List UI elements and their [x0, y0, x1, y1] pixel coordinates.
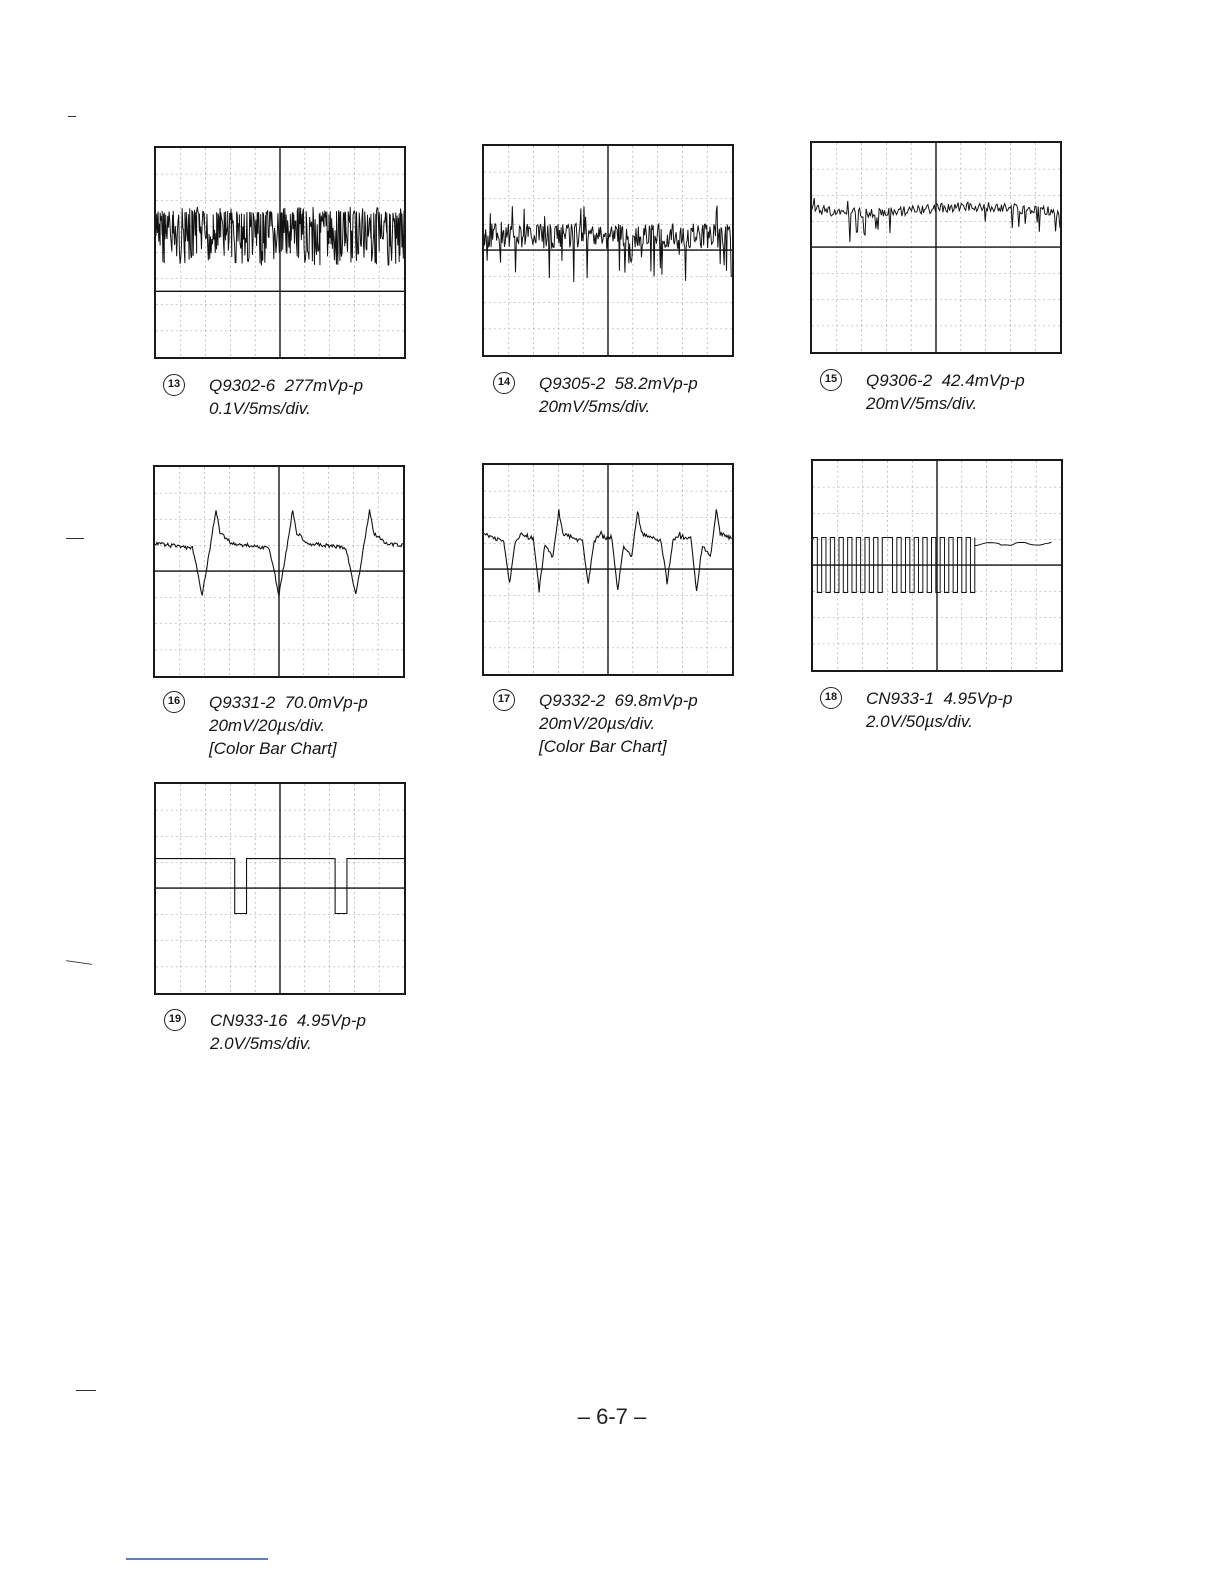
caption-line: 0.1V/5ms/div.: [209, 399, 311, 418]
caption-15: [820, 369, 1025, 415]
waveform-16: [155, 467, 403, 676]
caption-line: 2.0V/50µs/div.: [866, 712, 973, 731]
oscilloscope-screen-16: [153, 465, 405, 678]
circled-number-14: 14: [493, 372, 515, 394]
oscilloscope-screen-18: [811, 459, 1063, 672]
caption-17: [493, 689, 698, 758]
waveform-13: [156, 148, 404, 357]
scan-mark: [66, 960, 92, 965]
waveform-15: [812, 143, 1060, 352]
caption-line: Q9306-2 42.4mVp-p: [866, 371, 1025, 390]
circled-number-13: 13: [163, 374, 185, 396]
oscilloscope-screen-19: [154, 782, 406, 995]
waveform-14: [484, 146, 732, 355]
caption-line: CN933-1 4.95Vp-p: [866, 689, 1013, 708]
caption-line: Q9302-6 277mVp-p: [209, 376, 364, 395]
caption-19: [164, 1009, 366, 1055]
caption-line: 20mV/5ms/div.: [539, 397, 651, 416]
caption-line: 2.0V/5ms/div.: [210, 1034, 312, 1053]
oscilloscope-screen-17: [482, 463, 734, 676]
bottom-rule: [126, 1558, 268, 1560]
caption-14: [493, 372, 698, 418]
caption-line: Q9305-2 58.2mVp-p: [539, 374, 698, 393]
circled-number-18: 18: [820, 687, 842, 709]
scan-mark: [76, 1390, 96, 1391]
scan-mark: [68, 116, 76, 117]
caption-line: [Color Bar Chart]: [209, 739, 337, 758]
caption-line: Q9331-2 70.0mVp-p: [209, 693, 368, 712]
circled-number-19: 19: [164, 1009, 186, 1031]
waveform-17: [484, 465, 732, 674]
waveform-18: [813, 461, 1061, 670]
caption-13: [163, 374, 363, 420]
caption-line: [Color Bar Chart]: [539, 737, 667, 756]
circled-number-15: 15: [820, 369, 842, 391]
circled-number-16: 16: [163, 691, 185, 713]
caption-line: 20mV/20µs/div.: [539, 714, 656, 733]
oscilloscope-screen-14: [482, 144, 734, 357]
oscilloscope-screen-15: [810, 141, 1062, 354]
caption-line: CN933-16 4.95Vp-p: [210, 1011, 366, 1030]
oscilloscope-screen-13: [154, 146, 406, 359]
waveform-19: [156, 784, 404, 993]
page-number: – 6-7 –: [577, 1404, 647, 1429]
caption-line: 20mV/20µs/div.: [209, 716, 326, 735]
caption-line: Q9332-2 69.8mVp-p: [539, 691, 698, 710]
caption-18: [820, 687, 1012, 733]
caption-line: 20mV/5ms/div.: [866, 394, 978, 413]
circled-number-17: 17: [493, 689, 515, 711]
scan-mark: [66, 538, 84, 539]
caption-16: [163, 691, 368, 760]
